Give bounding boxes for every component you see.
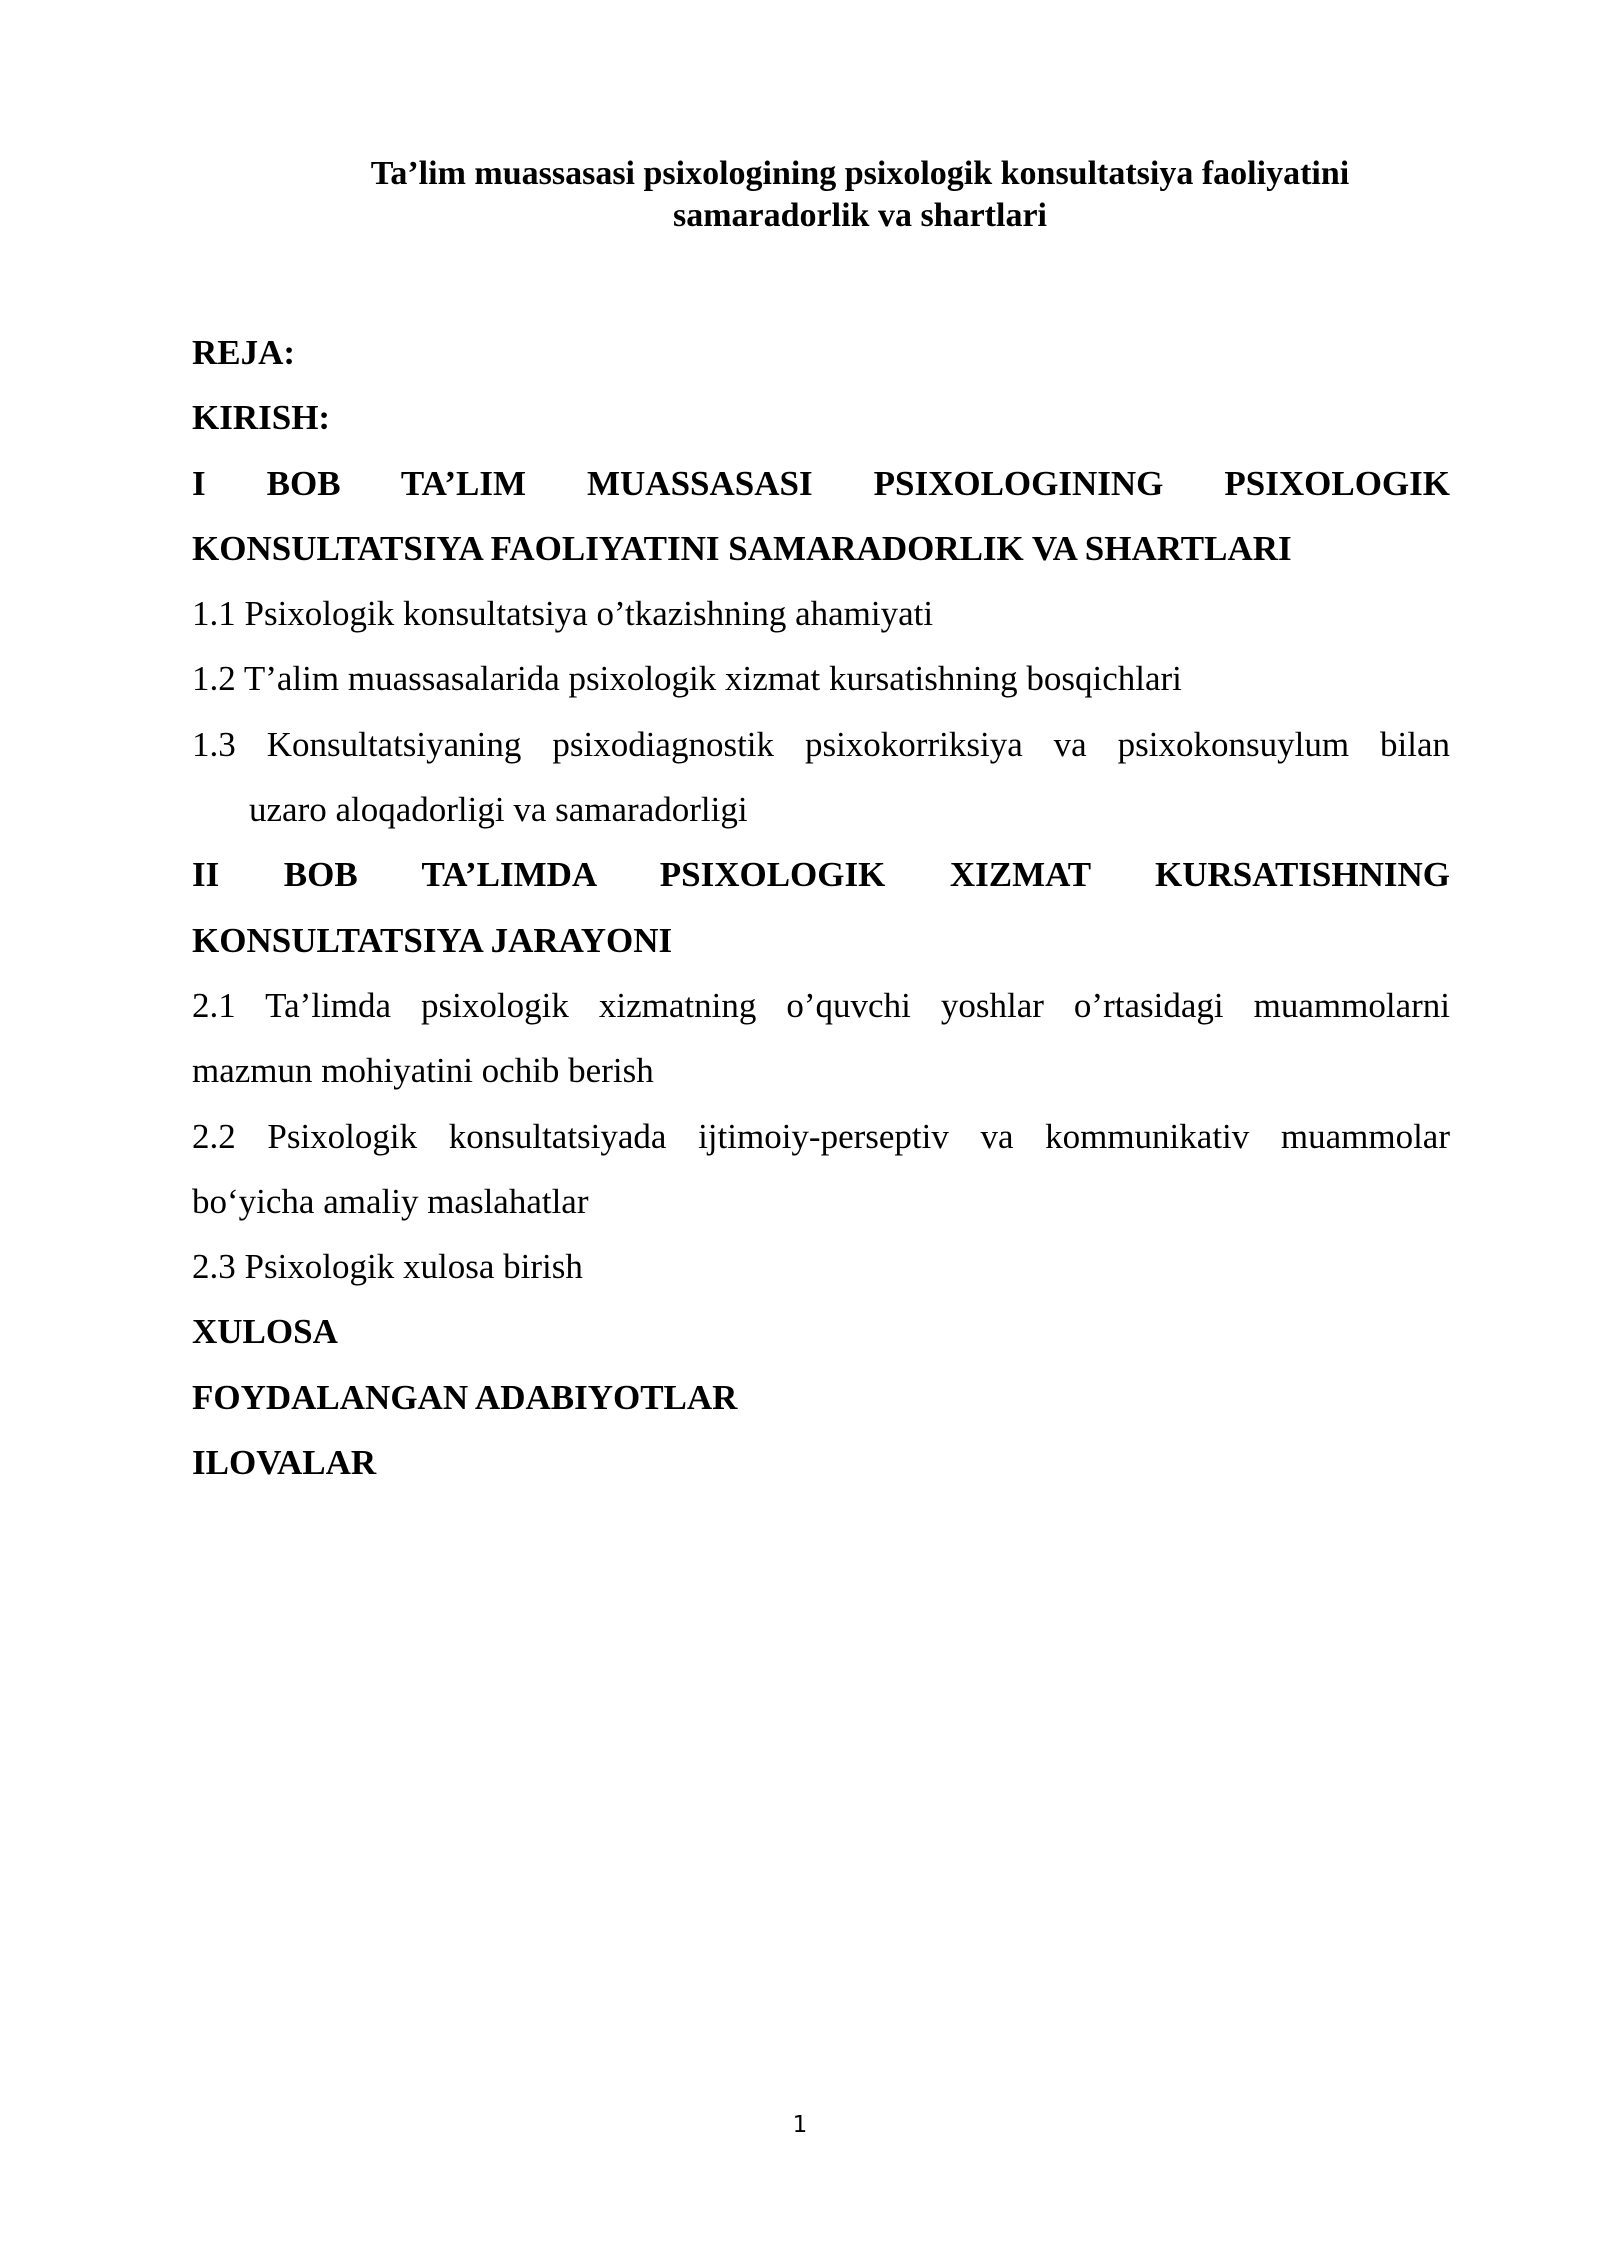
chapter-1-heading: I BOB TA’LIM MUASSASASI PSIXOLOGINING PSIXOLOGIK	[192, 463, 1450, 503]
section-2-3: 2.3 Psixologik xulosa birish	[192, 1247, 583, 1287]
appendices-heading: ILOVALAR	[192, 1443, 377, 1483]
references-heading: FOYDALANGAN ADABIYOTLAR	[192, 1377, 738, 1417]
section-1-3-continued: uzaro aloqadorligi va samaradorligi	[249, 790, 748, 830]
section-1-1: 1.1 Psixologik konsultatsiya o’tkazishning ahamiyati	[192, 594, 934, 634]
section-2-1: 2.1 Ta’limda psixologik xizmatning o’quvchi yoshlar o’rtasidagi muammolarni	[192, 985, 1450, 1025]
title-line: Ta’lim muassasasi psixologining psixologik konsultatsiya faoliyatini	[370, 155, 1350, 192]
title-line: samaradorlik va shartlari	[673, 197, 1047, 234]
plan-outline	[192, 320, 1450, 1495]
section-2-2-continued: bo‘yicha amaliy maslahatlar	[192, 1181, 589, 1221]
section-2-2: 2.2 Psixologik konsultatsiyada ijtimoiy-perseptiv va kommunikativ muammolar	[192, 1116, 1450, 1156]
section-1-3: 1.3 Konsultatsiyaning psixodiagnostik psixokorriksiya va psixokonsuylum bilan	[192, 724, 1450, 764]
conclusion-heading: XULOSA	[192, 1312, 338, 1352]
section-1-2: 1.2 T’alim muassasalarida psixologik xizmat kursatishning bosqichlari	[192, 659, 1182, 699]
chapter-1-heading-continued: KONSULTATSIYA FAOLIYATINI SAMARADORLIK VA SHARTLARI	[192, 528, 1292, 568]
section-2-1-continued: mazmun mohiyatini ochib berish	[192, 1051, 654, 1091]
introduction-heading: KIRISH:	[192, 398, 331, 438]
chapter-2-heading-continued: KONSULTATSIYA JARAYONI	[192, 920, 673, 960]
page-number: 1	[792, 2112, 808, 2138]
document-title	[180, 153, 1540, 237]
plan-heading: REJA:	[192, 333, 296, 372]
chapter-2-heading: II BOB TA’LIMDA PSIXOLOGIK XIZMAT KURSATISHNING	[192, 855, 1450, 895]
